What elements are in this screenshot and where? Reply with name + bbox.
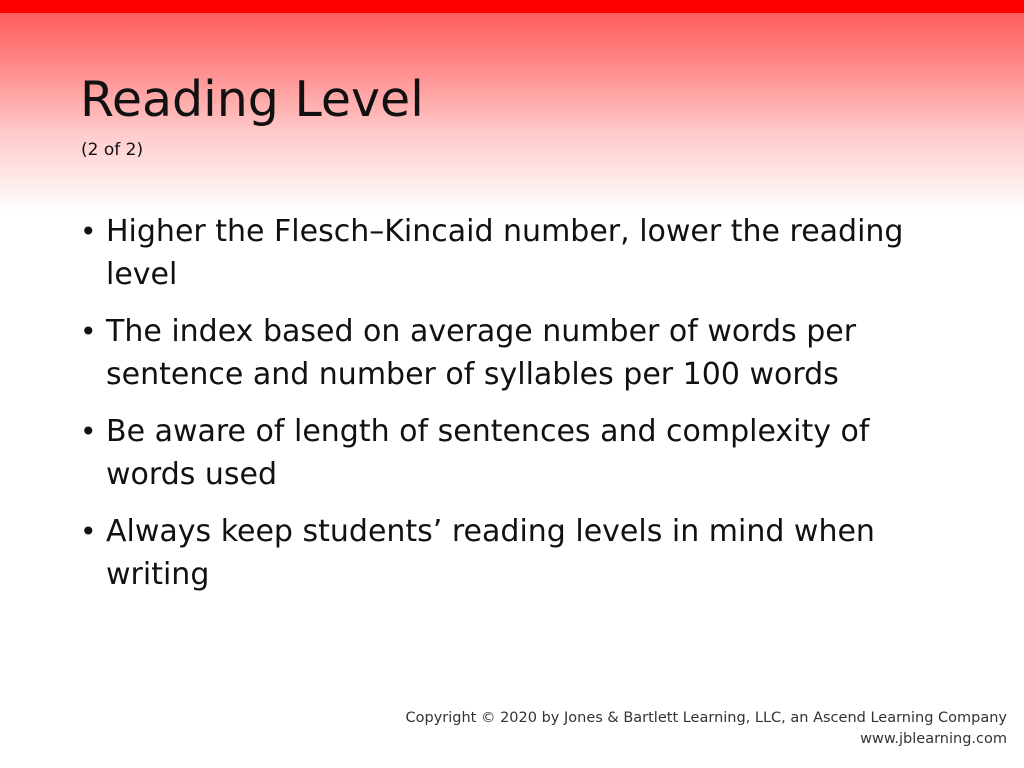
bullet-icon: • — [80, 515, 97, 548]
bullet-text: Be aware of length of sentences and complexity of words used — [106, 414, 870, 492]
bullet-text: Higher the Flesch–Kincaid number, lower the reading level — [106, 214, 904, 292]
footer — [406, 708, 1007, 750]
bullet-item — [78, 310, 958, 396]
bullet-item — [78, 210, 958, 296]
bullet-icon: • — [80, 315, 97, 348]
slide-title: Reading Level — [80, 71, 424, 128]
top-accent-bar — [0, 0, 1024, 13]
bullet-item — [78, 410, 958, 496]
copyright-text: Copyright © 2020 by Jones & Bartlett Learning, LLC, an Ascend Learning Company — [405, 710, 1007, 726]
bullet-list — [78, 210, 958, 610]
bullet-text: Always keep students’ reading levels in mind when writing — [106, 514, 875, 592]
bullet-icon: • — [80, 215, 97, 248]
bullet-text: The index based on average number of words per sentence and number of syllables per 100 words — [106, 314, 857, 392]
bullet-item — [78, 510, 958, 596]
slide-subtitle: (2 of 2) — [81, 140, 144, 160]
website-link[interactable]: www.jblearning.com — [860, 731, 1007, 747]
bullet-icon: • — [80, 415, 97, 448]
